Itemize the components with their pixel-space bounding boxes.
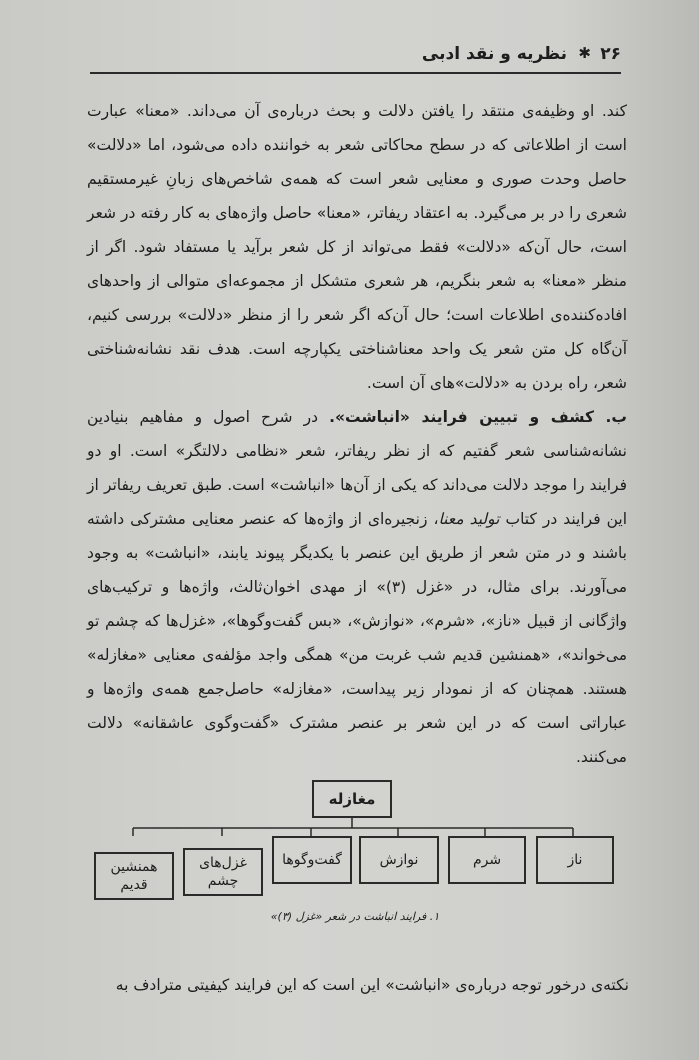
child-box-4: گفت‌وگوها xyxy=(272,836,352,884)
paragraph-1: کند. او وظیفه‌ی منتقد را یافتن دلالت و بحث درباره‌ی آن می‌داند. «معنا» عبارت است از اطلاعاتی که در سطح محاکاتی شعر به خواننده داده می‌شود، اما «دلالت» حاصل وحدت صوری و معنایی شعر است که همه‌ی شاخص‌های زبانِ غیرمستقیم شعری را در بر می‌گیرد. به اعتقاد ریفاتر، «معنا» حاصل واژه‌های به کار رفته در شعر است، حال آن‌که «دلالت» فقط می‌تواند از کل شعر برآید یا مستفاد شود. اگر از منظر «معنا» به شعر بنگریم، هر شعری متشکل از مجموعه‌ای متوالی از واحدهای افاده‌کننده‌ی اطلاعات است؛ حال آن‌که اگر شعر را از منظر «دلالت» بررسی کنیم، آن‌گاه کل متن شعر یک واحد معناشناختی یکپارچه است. هدف نقد نشانه‌شناختی شعر، راه بردن به «دلالت»های آن است. xyxy=(87,102,627,392)
running-header xyxy=(90,44,621,76)
child-box-1: ناز xyxy=(536,836,614,884)
child-box-3: نوازش xyxy=(359,836,439,884)
child-box-6: همنشین قدیم xyxy=(94,852,174,900)
accumulation-diagram xyxy=(0,770,699,930)
page-number: ۲۶ xyxy=(600,44,621,64)
book-title: نظریه و نقد ادبی xyxy=(421,44,567,64)
child-box-5: غزل‌های چشم xyxy=(183,848,263,896)
body-text xyxy=(87,94,627,774)
ornament-icon: ✱ xyxy=(578,44,591,62)
paragraph-2 xyxy=(87,400,627,774)
root-box: مغازله xyxy=(312,780,392,818)
closing-paragraph: نکته‌ی درخور توجه درباره‌ی «انباشت» این است که این فرایند کیفیتی مترادف به xyxy=(115,976,629,994)
figure-caption: ۱. فرایند انباشت در شعر «غزل (۳)» xyxy=(270,910,440,923)
paragraph-2-rest: ، زنجیره‌ای از واژه‌ها که عنصر معنایی مشترکی داشته باشند و در متن شعر از طریق این عنصر با یکدیگر پیوند یابند، «انباشت» به وجود می‌آورند. برای مثال، در «غزل (۳)» از مهدی اخوان‌ثالث، واژه‌ها و ترکیب‌های واژگانی از قبیل «ناز»، «شرم»، «نوازش»، «بس گفت‌وگوها»، «غزل‌ها که چشم تو می‌خواند»، «همنشین قدیم شب غربت من» همگی واجد مؤلفه‌ی معنایی «مغازله» هستند. همچنان که از نمودار زیر پیداست، «مغازله» حاصل‌جمع همه‌ی واژه‌ها و عباراتی است که در این شعر بر عنصر مشترک «گفت‌وگوی عاشقانه» دلالت می‌کنند. xyxy=(87,510,627,766)
header-rule xyxy=(90,72,621,74)
book-title-italic: تولید معنا xyxy=(438,510,500,528)
paragraph-2-text: در شرح اصول و مفاهیم بنیادین نشانه‌شناسی شعر گفتیم که از نظر ریفاتر، شعر «نظامی دلالتگر» است. او دو فرایند را موجد دلالت می‌داند که یکی از آن‌ها «انباشت» است. طبق تعریف ریفاتر از این فرایند در کتاب xyxy=(87,408,628,528)
child-box-2: شرم xyxy=(448,836,526,884)
section-heading: ب. کشف و تبیین فرایند «انباشت». xyxy=(329,408,627,426)
